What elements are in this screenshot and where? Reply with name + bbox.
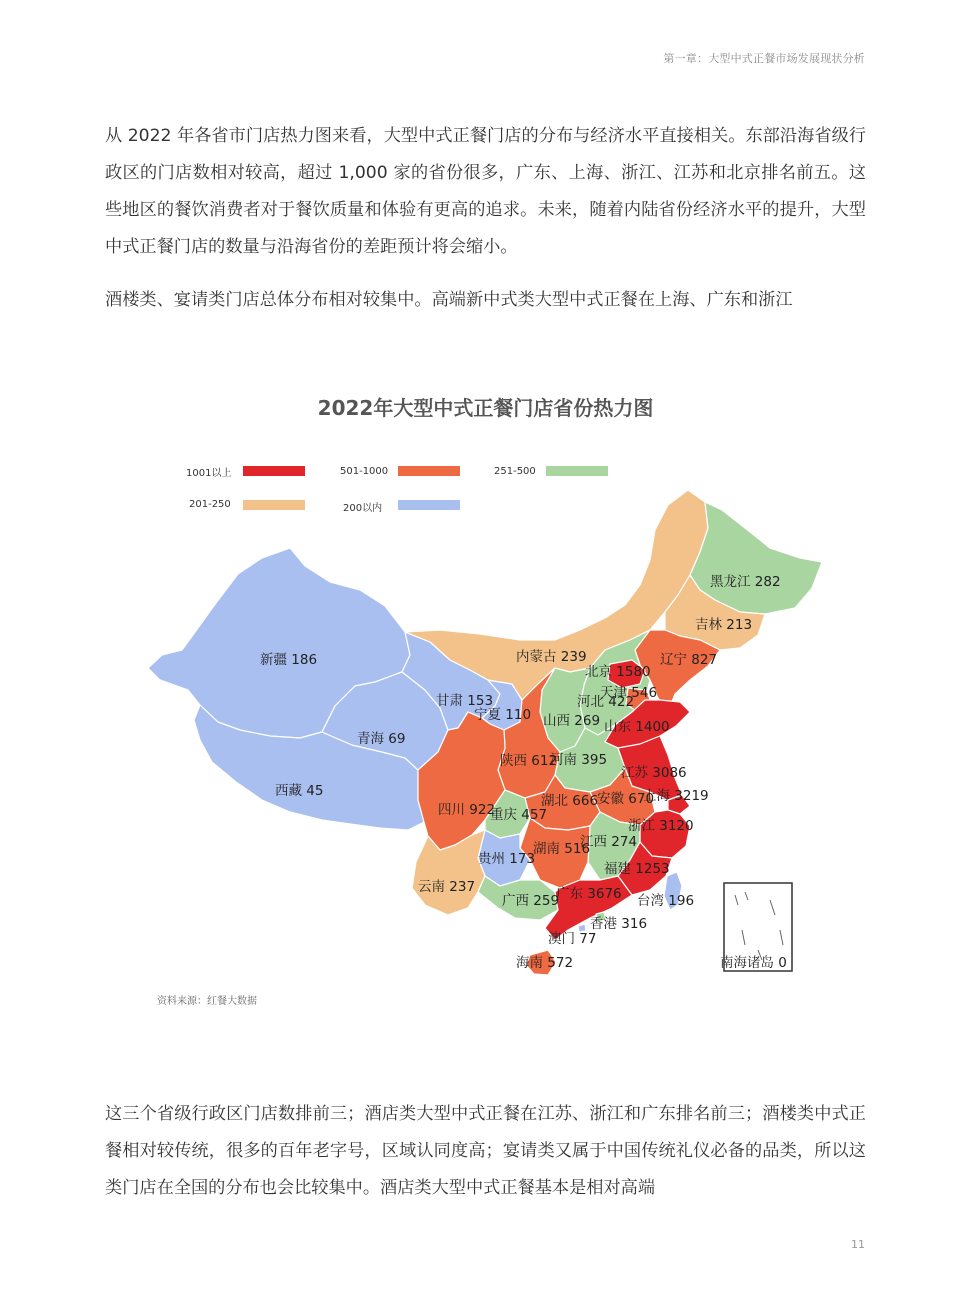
label-macao: 澳门 77 — [548, 931, 597, 947]
label-xinjiang: 新疆 186 — [260, 652, 318, 668]
third-paragraph: 这三个省级行政区门店数排前三；酒店类大型中式正餐在江苏、浙江和广东排名前三；酒楼类中式正餐相对较传统，很多的百年老字号，区域认同度高；宴请类又属于中国传统礼仪必备的品类，所以这类门店在全国的分布也会比较集中。酒店类大型中式正餐基本是相对高端 — [105, 1104, 866, 1198]
label-jilin: 吉林 213 — [695, 617, 753, 633]
label-tianjin: 天津 546 — [600, 685, 658, 701]
label-gansu: 甘肃 153 — [436, 693, 494, 709]
label-chongqing: 重庆 457 — [490, 807, 548, 823]
label-neimenggu: 内蒙古 239 — [516, 649, 587, 665]
label-sichuan: 四川 922 — [438, 802, 496, 818]
label-ningxia: 宁夏 110 — [474, 707, 532, 723]
legend-label-200: 200以内 — [343, 503, 383, 514]
label-shaanxi: 陕西 612 — [500, 753, 558, 769]
label-qinghai: 青海 69 — [357, 731, 406, 747]
label-nanhai: 南海诸岛 0 — [720, 955, 787, 971]
legend-label-1001: 1001以上 — [186, 468, 232, 479]
label-shandong: 山东 1400 — [604, 719, 670, 735]
chart-source: 资料来源：红餐大数据 — [157, 996, 257, 1007]
label-hunan: 湖南 516 — [533, 841, 591, 857]
label-shanxi: 山西 269 — [543, 713, 601, 729]
label-hebei: 河北 422 — [577, 694, 635, 710]
second-paragraph: 酒楼类、宴请类门店总体分布相对较集中。高端新中式类大型中式正餐在上海、广东和浙江 — [105, 290, 793, 310]
label-hubei: 湖北 666 — [541, 793, 599, 809]
label-heilongjiang: 黑龙江 282 — [710, 574, 781, 590]
label-shanghai: 上海 3219 — [643, 788, 709, 804]
chapter-header: 第一章：大型中式正餐市场发展现状分析 — [663, 52, 865, 65]
label-zhejiang: 浙江 3120 — [628, 818, 694, 834]
label-fujian: 福建 1253 — [604, 861, 670, 877]
intro-paragraph: 从 2022 年各省市门店热力图来看，大型中式正餐门店的分布与经济水平直接相关。东部沿海省级行政区的门店数相对较高，超过 1,000 家的省份很多，广东、上海、浙江、江苏和北京排名前五。这些地区的餐饮消费者对于餐饮质量和体验有更高的追求。未来，随着内陆省份经济水平的提升，大型中式正餐门店的数量与沿海省份的差距预计将会缩小。 — [105, 126, 866, 257]
legend-label-501: 501-1000 — [340, 466, 389, 477]
legend-label-251: 251-500 — [494, 466, 536, 477]
label-hongkong: 香港 316 — [590, 916, 648, 932]
label-liaoning: 辽宁 827 — [660, 652, 718, 668]
label-jiangxi: 江西 274 — [580, 834, 638, 850]
label-guangxi: 广西 259 — [502, 893, 560, 909]
label-guangdong: 广东 3676 — [556, 886, 622, 902]
label-hainan: 海南 572 — [516, 955, 574, 971]
label-taiwan: 台湾 196 — [637, 893, 695, 909]
label-beijing: 北京 1580 — [585, 664, 651, 680]
label-guizhou: 贵州 173 — [478, 851, 536, 867]
label-anhui: 安徽 670 — [597, 791, 655, 807]
label-henan: 河南 395 — [550, 752, 608, 768]
label-xizang: 西藏 45 — [275, 783, 324, 799]
label-jiangsu: 江苏 3086 — [621, 765, 687, 781]
legend-label-201: 201-250 — [189, 499, 231, 510]
label-yunnan: 云南 237 — [418, 879, 476, 895]
page-number: 11 — [851, 1238, 865, 1251]
chart-title: 2022年大型中式正餐门店省份热力图 — [317, 396, 654, 420]
